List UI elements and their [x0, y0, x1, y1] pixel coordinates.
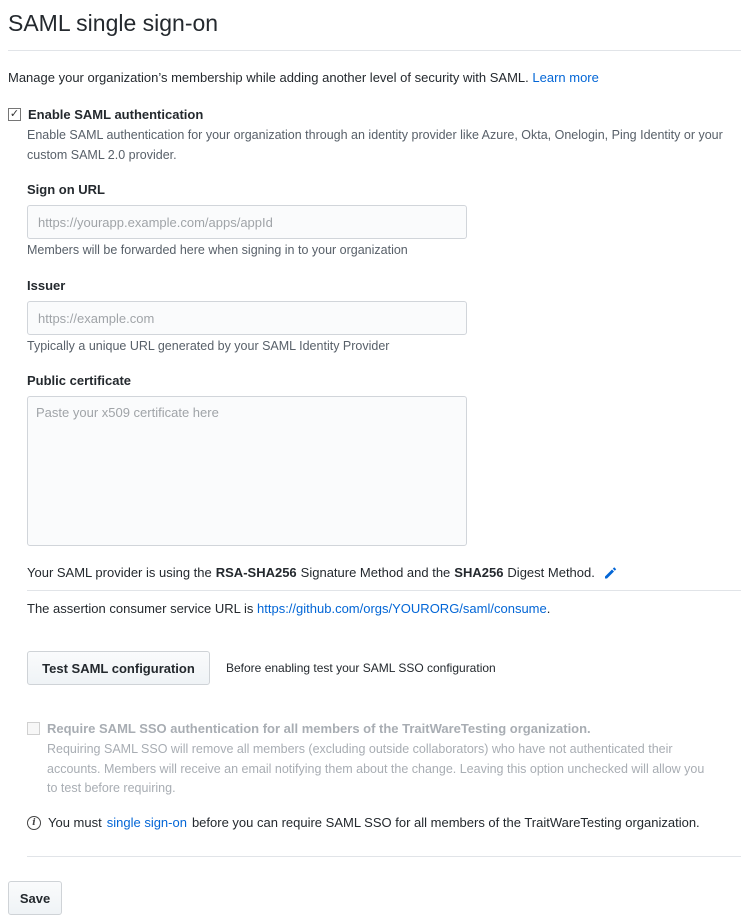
- intro-text: [8, 70, 599, 85]
- learn-more-link[interactable]: Learn more: [532, 70, 599, 85]
- acs-prefix: The assertion consumer service URL is: [27, 601, 254, 616]
- sign-on-url-label: Sign on URL: [27, 182, 105, 197]
- signature-method-line: [27, 565, 617, 580]
- acs-line: [27, 601, 550, 616]
- info-prefix: You must: [48, 815, 102, 830]
- digest-method: SHA256: [454, 565, 504, 580]
- acs-suffix: .: [546, 601, 551, 616]
- sign-on-url-input[interactable]: [27, 205, 467, 239]
- checkmark-icon: ✓: [9, 108, 20, 120]
- sign-on-url-help: Members will be forwarded here when signing in to your organization: [27, 243, 408, 257]
- test-saml-note: Before enabling test your SAML SSO configuration: [226, 661, 496, 675]
- issuer-label: Issuer: [27, 278, 66, 293]
- intro-description: Manage your organization’s membership while adding another level of security with SAML.: [8, 70, 529, 85]
- require-saml-checkbox[interactable]: [27, 722, 40, 735]
- acs-url-link[interactable]: https://github.com/orgs/YOURORG/saml/consume: [257, 601, 547, 616]
- signature-method: RSA-SHA256: [215, 565, 297, 580]
- signature-suffix: Digest Method.: [507, 565, 595, 580]
- signature-prefix: Your SAML provider is using the: [27, 565, 212, 580]
- require-saml-line-1: Requiring SAML SSO will remove all members (excluding outside collaborators) who have not authenticated their: [47, 742, 673, 756]
- footer-divider: [27, 856, 741, 857]
- save-button[interactable]: Save: [8, 881, 62, 915]
- require-saml-line-3: to test before requiring.: [47, 781, 176, 795]
- info-line: [27, 815, 700, 830]
- pencil-icon[interactable]: [603, 566, 617, 580]
- require-saml-label: Require SAML SSO authentication for all members of the TraitWareTesting organization.: [47, 721, 591, 736]
- certificate-label: Public certificate: [27, 373, 132, 388]
- signature-middle: Signature Method and the: [300, 565, 451, 580]
- title-divider: [8, 50, 741, 51]
- issuer-help: Typically a unique URL generated by your SAML Identity Provider: [27, 339, 390, 353]
- single-sign-on-link[interactable]: single sign-on: [106, 815, 187, 830]
- certificate-textarea[interactable]: [27, 396, 467, 546]
- enable-saml-label[interactable]: Enable SAML authentication: [28, 107, 204, 122]
- issuer-input[interactable]: [27, 301, 467, 335]
- test-saml-button[interactable]: Test SAML configuration: [27, 651, 210, 685]
- require-saml-row: [27, 721, 591, 736]
- info-suffix: before you can require SAML SSO for all members of the TraitWareTesting organization.: [191, 815, 700, 830]
- info-icon: i: [27, 816, 41, 830]
- page-title: SAML single sign-on: [8, 10, 219, 36]
- enable-saml-checkbox[interactable]: [8, 108, 21, 121]
- require-saml-line-2: accounts. Members will receive an email notifying them about the change. Leaving this option unchecked will allow you: [47, 762, 705, 776]
- enable-saml-description: Enable SAML authentication for your organization through an identity provider like Azure, Okta, Onelogin, Ping Identity or your custom SAML 2.0 provider.: [27, 128, 723, 162]
- enable-saml-row: [8, 107, 203, 122]
- signature-divider: [27, 590, 741, 591]
